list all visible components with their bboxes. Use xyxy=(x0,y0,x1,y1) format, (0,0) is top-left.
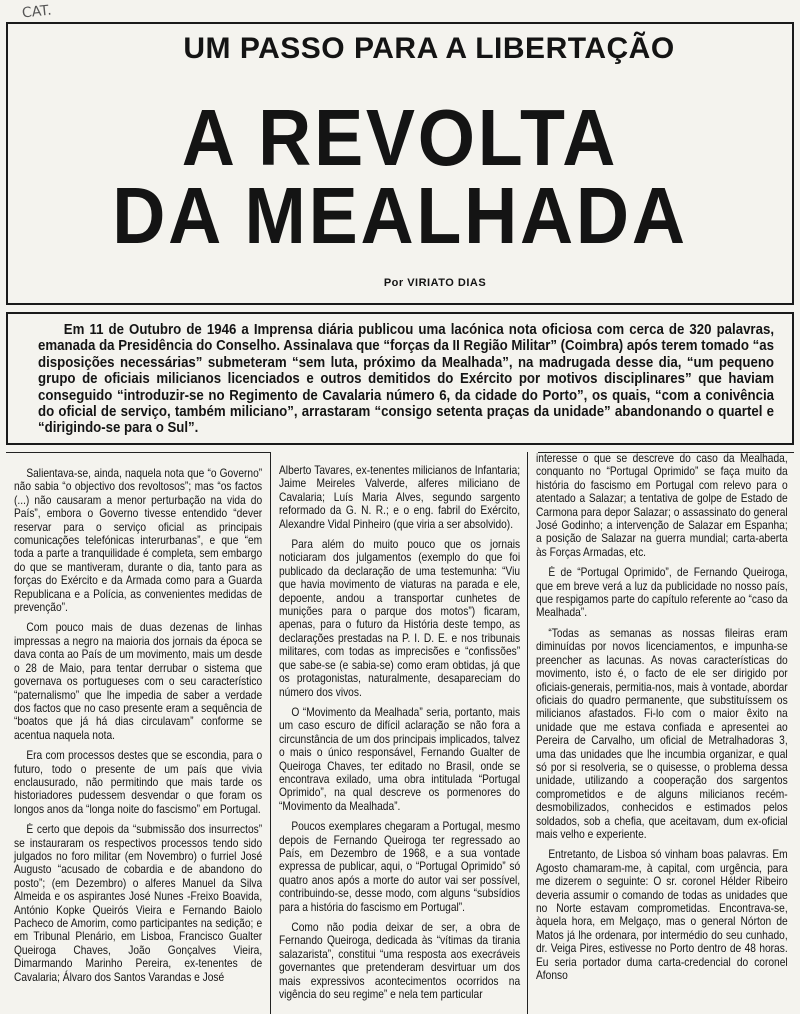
paragraph: Salientava-se, ainda, naquela nota que “o Governo” não sabia “o objectivo dos revoltosos”; mas “os factos (...) não causaram a menor perturbação na vida do País”, embora o Governo tivesse entendido “dever reservar para o serviço oficial as principais comunicações telefónicas interurbanas”, e que “em toda a parte a tranquilidade é completa, sem embargo do que se mantiveram, durante o dia, tanto para as forças do Exército e da Armada como para a Guarda Republicana e a Polícia, as convenientes medidas de prevenção”. xyxy=(14,467,263,615)
paragraph: É certo que depois da “submissão dos insurrectos” se instauraram os respectivos processos tendo sido julgados no foro militar (em Novembro) o furriel José Augusto “acusado de cobardia e de abandono do posto”; (em Dezembro) o alferes Manuel da Silva Almeida e os aspirantes José Nunes -Freixo Boavida, António Kopke Queirós Vieira e Fernando Baiolo Pacheco de Amorim, como participantes na sedição; e em Tribunal Plenário, em Lisboa, Francisco Gualter Queiroga Chaves, João Gonçalves Vieira, Dimarmando Marinho Pereira, ex-tenentes de Cavalaria; Álvaro dos Santos Varandas e José xyxy=(14,823,263,984)
margin-note: CAT. xyxy=(21,2,53,22)
paragraph: Como não podia deixar de ser, a obra de Fernando Queiroga, dedicada às “vítimas da tirania salazarista”, constitui “uma resposta aos execráveis governantes que pretenderam desvirtuar um dos mais expressivos acontecimentos ocorridos na vigência do seu regime” e nela tem particular xyxy=(279,921,521,1002)
column-1 xyxy=(6,452,271,1014)
paragraph: interesse o que se descreve do caso da Mealhada, conquanto no “Portugal Oprimido” se faça muito da história do fascismo em Portugal com relevo para o atentado a Salazar; a tentativa de golpe de Estado de Carmona para depor Salazar; o assassinato do general José Godinho; a intervenção de Salazar em Espanha; a posição de Salazar na guerra mundial; carta-aberta às Forças Armadas, etc. xyxy=(536,452,788,559)
paragraph: Para além do muito pouco que os jornais noticiaram dos julgamentos (exemplo do que foi publicado da declaração de uma testemunha: “Viu que havia movimento de viaturas na parada e ele, depoente, andou a transportar cunhetes de munições para o parque dos motos”) ficaram, apenas, para o futuro da História deste tempo, as declarações prestadas na P. I. D. E. e nos tribunais militares, com todas as imprecisões e “confissões” que sabe-se (e sabia-se) como eram obtidas, já que os protagonistas, naturalmente, desapareciam do número dos vivos. xyxy=(279,538,521,699)
article-body xyxy=(6,452,794,1014)
paragraph: É de “Portugal Oprimido”, de Fernando Queiroga, que em breve verá a luz da publicidade no nosso país, que respigamos parte do capítulo referente ao “caso da Mealhada”. xyxy=(536,566,788,620)
paragraph: Entretanto, de Lisboa só vinham boas palavras. Em Agosto chamaram-me, à capital, com urgência, para me dizerem o seguinte: O sr. coronel Hélder Ribeiro deveria assumir o comando de todas as unidades que no Norte estavam comprometidas. Encontrava-se, àquela hora, em Melgaço, mas o general Nórton de Matos já lhe ordenara, por intermédio do seu cunhado, dr. Veiga Pires, estivesse no Porto dentro de 48 horas. Eu seria portador duma carta-credencial do coronel Afonso xyxy=(536,848,788,983)
paragraph: Alberto Tavares, ex-tenentes milicianos de Infantaria; Jaime Meireles Valverde, alferes miliciano de Cavalaria; Luís Maria Alves, segundo sargento reformado da G. N. R.; e o eng. fabril do Exército, Alexandre Vidal Pinheiro (que viria a ser absolvido). xyxy=(279,464,521,531)
paragraph: “Todas as semanas as nossas fileiras eram diminuídas por novos licenciamentos, e impunha-se preencher as lacunas. As novas características do movimento, isto é, o facto de ele ser dirigido por oficiais-generais, permitia-nos, mais à vontade, abordar oficiais do quadro permanente, que substituíssem os milicianos afastados. Fi-lo com o maior êxito na unidade que me estava confiada e apresentei ao Pereira de Carvalho, um oficial de Metralhadoras 3, uma das unidades que lhe incumbia organizar, e qual só por si resolveria, se o quisesse, o problema dessa unidade, utilizando a cooperação dos sargentos comprometidos e de alguns milicianos recém-desmobilizados, conhecidos e estimados pelos soldados, sob a chefia, que aceitavam, dum ex-oficial mais velho e experiente. xyxy=(536,626,788,841)
kicker: UM PASSO PARA A LIBERTAÇÃO xyxy=(183,32,675,65)
paragraph: Era com processos destes que se escondia, para o futuro, todo o presente de um país que vivia enclausurado, não permitindo que mais tarde os historiadores pudessem desvendar o que foram os longos anos da “longa noite do fascismo” em Portugal. xyxy=(14,749,263,816)
headline-line-1: A REVOLTA xyxy=(181,93,619,182)
column-3 xyxy=(528,452,794,1014)
column-3-top-rule xyxy=(538,452,794,453)
byline: Por VIRIATO DIAS xyxy=(383,277,487,289)
headline-line-2: DA MEALHADA xyxy=(112,171,688,260)
paragraph: Poucos exemplares chegaram a Portugal, mesmo depois de Fernando Queiroga ter regressado ao País, em Dezembro de 1968, e a sua vontade expressa de publicar, aqui, o “Portugal Oprimido” só quatro anos após a morte do autor vai ser possível, contribuindo-se, desse modo, com alguns “subsídios para a história do fascismo em Portugal”. xyxy=(279,820,521,914)
paragraph: O “Movimento da Mealhada” seria, portanto, mais um caso escuro de difícil aclaração se não fora a circunstância de um dos principais implicados, talvez o mais o único responsável, Fernando Gualter de Queiroga Chaves, ter editado no Brasil, onde se encontrava exilado, uma obra intitulada “Portugal Oprimido”, na qual descreve os pormenores do “Movimento da Mealhada”. xyxy=(279,705,521,813)
column-2 xyxy=(271,452,528,1014)
paragraph: Com pouco mais de duas dezenas de linhas impressas a negro na maioria dos jornais da época se dava conta ao País de um movimento, mais um desde o 28 de Maio, para tentar derrubar o sistema que governava os portugueses com o seu característico “paternalismo” que lhe impedia de saber a verdade dos factos que no caso presente eram a sequência de “boatos que já há dias circulavam” conforme se acentua naquela nota. xyxy=(14,621,263,742)
lead-box xyxy=(6,312,794,445)
headline-box xyxy=(6,22,794,305)
headline xyxy=(39,93,760,260)
lead-paragraph: Em 11 de Outubro de 1946 a Imprensa diária publicou uma lacónica nota oficiosa com cerca de 320 palavras, emanada da Presidência do Conselho. Assinalava que “forças da II Região Militar” (Coimbra) após terem tomado “as disposições necessárias” submeteram “sem luta, próximo da Mealhada”, na madrugada desse dia, “um pequeno grupo de oficiais milicianos licenciados e outros demitidos do Exército por motivos disciplinares” que haviam conseguido “introduzir-se no Regimento de Cavalaria número 6, da cidade do Porto”, os quais, “com a conivência do oficial de serviço, também miliciano”, arrastaram “consigo setenta praças da unidade” abandonando o quartel e “dirigindo-se para o Sul”. xyxy=(38,322,774,437)
